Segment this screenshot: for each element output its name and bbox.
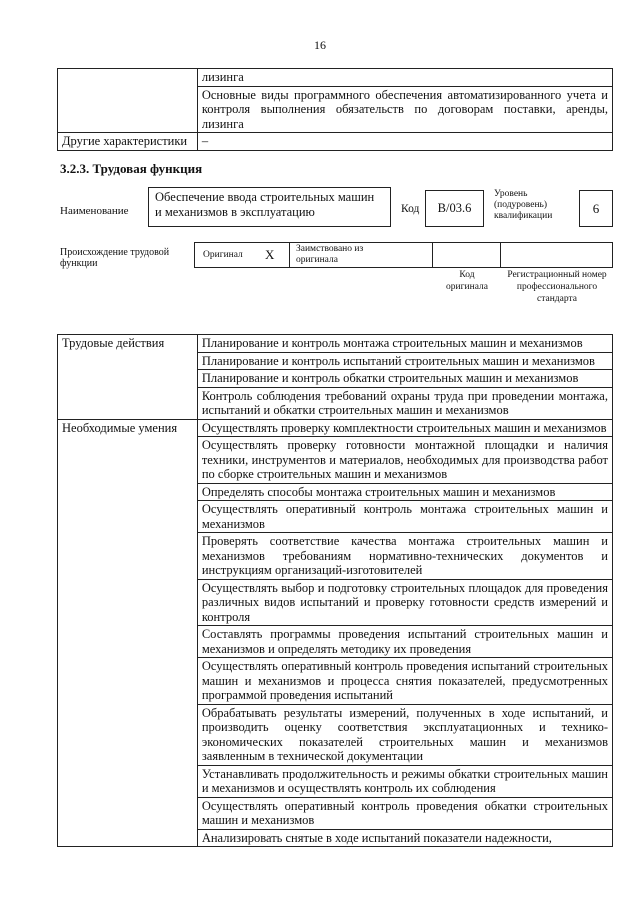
original-label: Оригинал <box>203 250 243 260</box>
labor-function-table <box>57 334 613 847</box>
skill-item: Устанавливать продолжительность и режимы обкатки строительных машин и механизмов и осуществлять контроль их соблюдения <box>197 765 612 797</box>
skill-item: Обрабатывать результаты измерений, полученных в ходе испытаний, и производить оценку соответствия эксплуатационных и технико-экономических показателей строительных машин и механизмов заявленным в технической документации <box>197 704 612 765</box>
origin-reg-box <box>500 242 613 268</box>
caption-code-original: Код оригинала <box>446 270 488 292</box>
qualification-level: 6 <box>592 201 600 216</box>
skill-item: Осуществлять оперативный контроль монтажа строительных машин и механизмов <box>197 501 612 533</box>
skill-item: Осуществлять проверку готовности монтажной площадки и наличия техники, инструментов и материалов, необходимых для производства работ по сборке строительных машин и механизмов <box>197 437 612 484</box>
function-code: B/03.6 <box>437 201 472 215</box>
original-mark: X <box>265 247 275 262</box>
section-title: 3.2.3. Трудовая функция <box>60 161 203 176</box>
origin-label: Происхождение трудовой функции <box>60 247 170 269</box>
function-name-box <box>148 187 391 227</box>
skill-item: Осуществлять выбор и подготовку строительных площадок для проведения различных видов испытаний и проверку готовности средств измерений и контроля <box>197 579 612 626</box>
code-label: Код <box>401 203 420 215</box>
code-box <box>425 190 484 227</box>
skill-item: Осуществлять оперативный контроль проведения испытаний строительных машин и механизмов и процесса снятия показателей, предусмотренных программой проведения испытаний <box>197 658 612 705</box>
skill-item: Анализировать снятые в ходе испытаний показатели надежности, <box>197 829 612 847</box>
top-table-text: Основные виды программного обеспечения автоматизированного учета и контроля выполнения обязательств по договорам поставки, аренды, лизинга <box>197 86 612 133</box>
origin-code-box <box>432 242 501 268</box>
top-characteristics-table <box>57 68 613 151</box>
other-characteristics-label: Другие характеристики <box>58 133 198 151</box>
other-characteristics-value: – <box>197 133 612 151</box>
page-number: 16 <box>314 38 326 52</box>
skills-label: Необходимые умения <box>58 419 198 847</box>
labor-actions-label: Трудовые действия <box>58 335 198 420</box>
name-label: Наименование <box>60 205 129 217</box>
labor-action-item: Контроль соблюдения требований охраны труда при проведении монтажа, испытаний и обкатки строительных машин и механизмов <box>197 387 612 419</box>
labor-action-item: Планирование и контроль испытаний строительных машин и механизмов <box>197 352 612 370</box>
top-table-cont-line: лизинга <box>197 69 612 87</box>
function-name: Обеспечение ввода строительных машин и механизмов в эксплуатацию <box>155 190 375 219</box>
origin-borrowed-box <box>289 242 433 268</box>
level-label: Уровень (подуровень) квалификации <box>494 189 553 221</box>
skill-item: Проверять соответствие качества монтажа строительных машин и механизмов требованиям нормативно-технических документов и инструкциям организаций-изготовителей <box>197 533 612 580</box>
labor-action-item: Планирование и контроль обкатки строительных машин и механизмов <box>197 370 612 388</box>
labor-action-item: Планирование и контроль монтажа строительных машин и механизмов <box>197 335 612 353</box>
level-box <box>579 190 613 227</box>
skill-item: Составлять программы проведения испытаний строительных машин и механизмов и определять методику их проведения <box>197 626 612 658</box>
origin-original-box <box>194 242 290 268</box>
borrowed-label: Заимствовано из оригинала <box>296 244 364 265</box>
skill-item: Осуществлять оперативный контроль проведения обкатки строительных машин и механизмов <box>197 797 612 829</box>
skill-item: Определять способы монтажа строительных машин и механизмов <box>197 483 612 501</box>
skill-item: Осуществлять проверку комплектности строительных машин и механизмов <box>197 419 612 437</box>
top-table-empty-cell <box>58 69 198 133</box>
caption-reg-number: Регистрационный номер профессионального стандарта <box>507 270 607 304</box>
